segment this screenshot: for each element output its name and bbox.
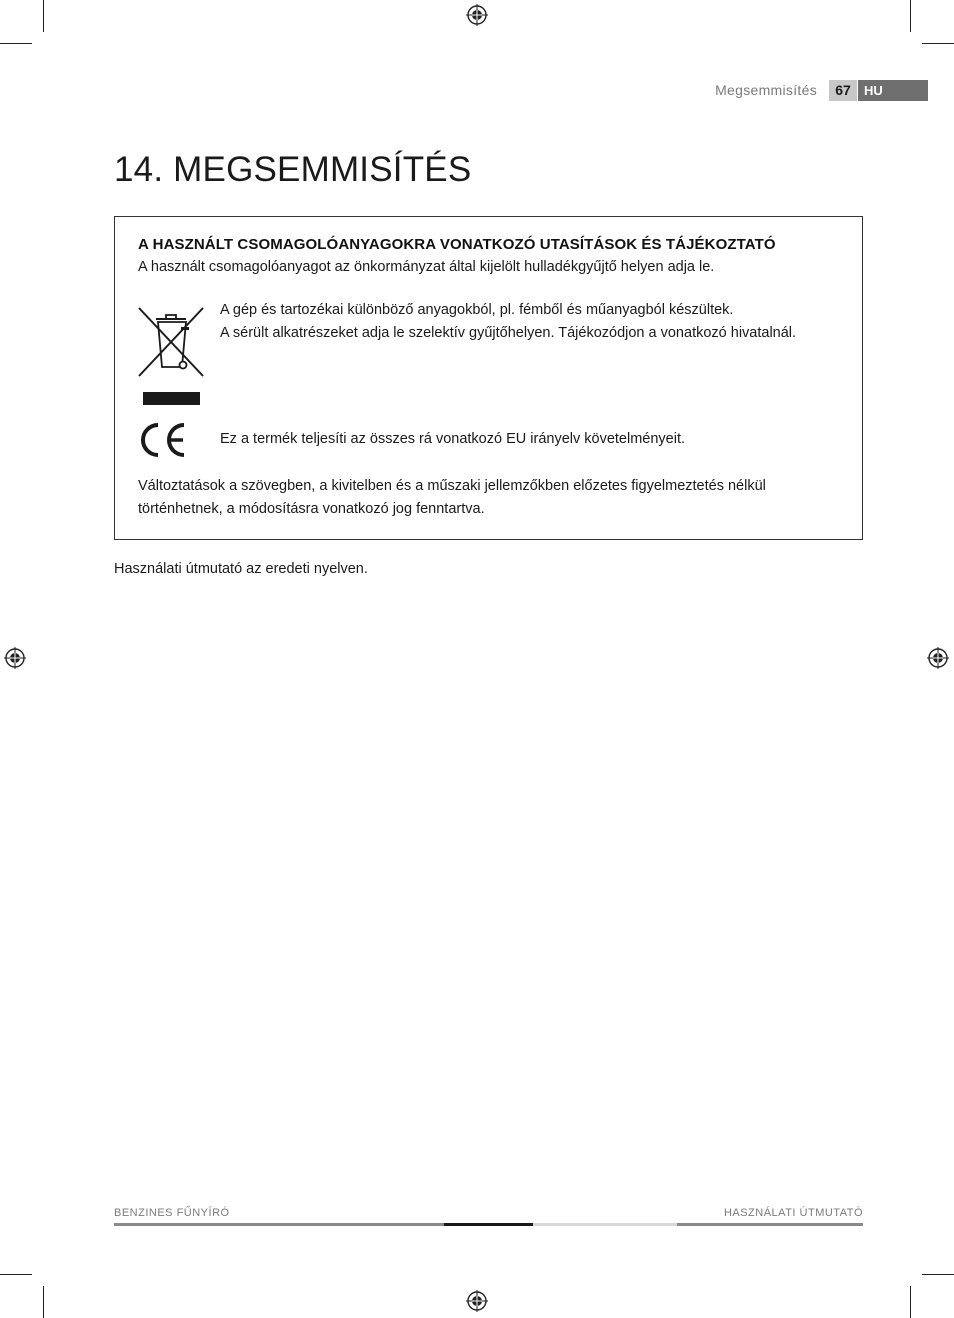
changes-text-line-2: történhetnek, a módosításra vonatkozó jog fenntartva. xyxy=(138,501,485,517)
chapter-title: 14. MEGSEMMISÍTÉS xyxy=(114,150,472,189)
footer-bar-gray xyxy=(114,1223,444,1226)
crop-mark xyxy=(910,0,911,32)
crossed-out-wheelie-bin-icon xyxy=(136,305,206,379)
changes-text-line-1: Változtatások a szövegben, a kivitelben és a műszaki jellemzőkben előzetes figyelmeztetés nélkül xyxy=(138,478,766,494)
packaging-text: A használt csomagolóanyagot az önkormányzat által kijelölt hulladékgyűjtő helyen adja le. xyxy=(138,259,715,275)
registration-mark-icon xyxy=(4,647,26,669)
footer-bar-light xyxy=(533,1223,677,1226)
footer-product-name: BENZINES FŰNYÍRÓ xyxy=(114,1207,230,1219)
registration-mark-icon xyxy=(466,1290,488,1312)
footer-doc-type: HASZNÁLATI ÚTMUTATÓ xyxy=(723,1207,863,1219)
ce-mark-icon xyxy=(136,422,188,458)
registration-mark-icon xyxy=(927,647,949,669)
weee-text-line-1: A gép és tartozékai különböző anyagokból, pl. fémből és műanyagból készültek. xyxy=(220,302,734,318)
original-language-note: Használati útmutató az eredeti nyelven. xyxy=(114,561,368,577)
footer-bar-gray-right xyxy=(677,1223,863,1226)
box-heading: A HASZNÁLT CSOMAGOLÓANYAGOKRA VONATKOZÓ UTASÍTÁSOK ÉS TÁJÉKOZTATÓ xyxy=(138,236,776,253)
crop-mark xyxy=(0,1274,32,1275)
page-number: 67 xyxy=(829,80,857,101)
crop-mark xyxy=(922,1274,954,1275)
weee-text-line-2: A sérült alkatrészeket adja le szelektív gyűjtőhelyen. Tájékozódjon a vonatkozó hivatalnál. xyxy=(220,325,797,341)
crop-mark xyxy=(43,1286,44,1318)
header-section-title: Megsemmisítés xyxy=(715,82,817,98)
registration-mark-icon xyxy=(466,4,488,26)
crop-mark xyxy=(922,43,954,44)
footer-bar-black xyxy=(444,1223,533,1226)
ce-text: Ez a termék teljesíti az összes rá vonatkozó EU irányelv követelményeit. xyxy=(220,431,685,447)
crop-mark xyxy=(43,0,44,32)
language-badge: HU xyxy=(858,80,928,101)
weee-black-bar xyxy=(143,392,200,405)
crop-mark xyxy=(0,43,32,44)
crop-mark xyxy=(910,1286,911,1318)
